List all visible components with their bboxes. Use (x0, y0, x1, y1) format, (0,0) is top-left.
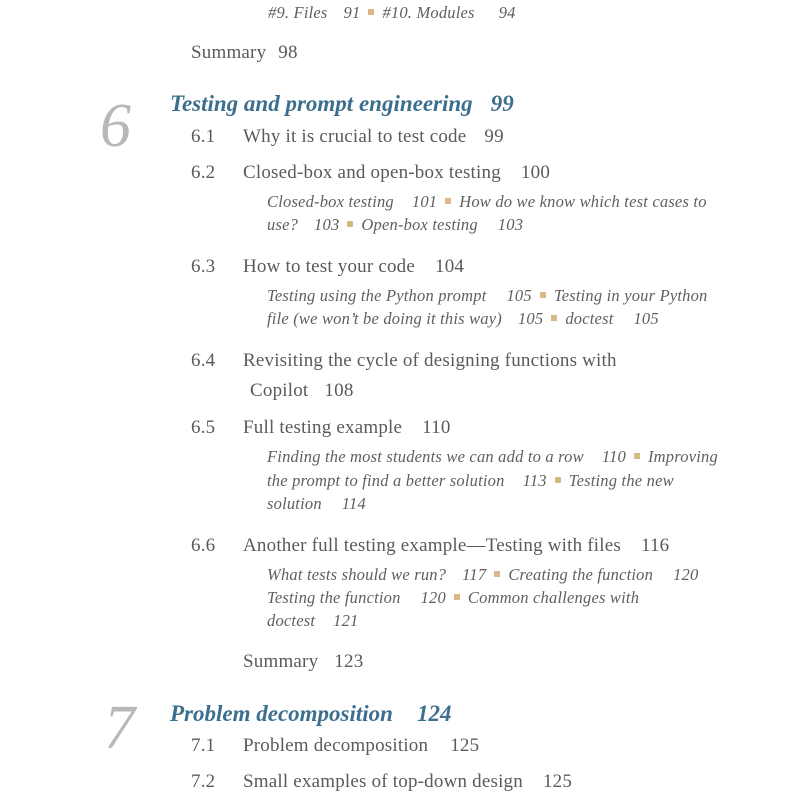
bullet-square-icon (368, 9, 374, 15)
section-title: Closed-box and open-box testing (243, 162, 501, 183)
section-title: Small examples of top-down design (243, 771, 523, 792)
toc-section-continuation[interactable] (250, 380, 354, 402)
toc-subentry-page: 117 (462, 565, 487, 584)
toc-subentry-line (267, 286, 708, 306)
toc-subentry-page: 114 (341, 494, 366, 513)
toc-subentry-title[interactable]: Common challenges with (467, 588, 640, 607)
bullet-square-icon (540, 292, 546, 298)
chapter-number: 7 (104, 694, 135, 762)
toc-subentry-page: 110 (601, 447, 626, 466)
toc-section-entry[interactable] (191, 535, 669, 557)
bullet-square-icon (445, 198, 451, 204)
bullet-square-icon (454, 594, 460, 600)
toc-subentry-page: 101 (411, 192, 438, 211)
toc-summary-entry[interactable] (243, 651, 363, 673)
toc-subentry-line (267, 215, 523, 235)
toc-subentry-line (267, 588, 639, 608)
toc-subentry-title[interactable]: Creating the function (508, 565, 654, 584)
toc-subentry-page: 120 (420, 588, 446, 607)
chapter-title[interactable] (170, 91, 514, 117)
toc-subentry-line (267, 192, 707, 212)
section-page: 110 (422, 417, 451, 438)
toc-subentry-title[interactable]: Testing the new (568, 471, 674, 490)
toc-subentry-continuation[interactable]: solution (267, 494, 322, 513)
toc-subentry-page: 121 (333, 611, 359, 630)
toc-subentry-title[interactable]: Testing in your Python (553, 286, 708, 305)
chapter-title[interactable] (170, 701, 451, 727)
section-number: 7.2 (191, 771, 216, 792)
section-number: 7.1 (191, 735, 216, 756)
toc-subentry-line (267, 471, 674, 491)
toc-subentry-line (267, 611, 359, 631)
toc-subentry-page: 103 (497, 215, 524, 234)
toc-section-entry[interactable] (191, 126, 504, 148)
toc-summary-label: Summary (191, 42, 267, 63)
bullet-square-icon (347, 221, 353, 227)
section-title: Full testing example (243, 417, 403, 438)
toc-subentry-title: #10. Modules (382, 3, 475, 22)
toc-subentry-title[interactable]: Testing the function (267, 588, 401, 607)
toc-subentry-title: #9. Files (268, 3, 328, 22)
bullet-square-icon (494, 571, 500, 577)
toc-section-entry[interactable] (191, 350, 617, 372)
section-title: Another full testing example—Testing with files (243, 535, 621, 556)
section-number: 6.3 (191, 256, 216, 277)
toc-subentry-continuation[interactable]: use? (267, 215, 299, 234)
toc-subentry-page: 91 (343, 3, 361, 22)
chapter-page: 124 (416, 701, 452, 726)
toc-subentry-title[interactable]: Open-box testing (361, 215, 478, 234)
section-number: 6.2 (191, 162, 216, 183)
toc-subentry-line (267, 565, 698, 585)
section-title: Why it is crucial to test code (243, 126, 467, 147)
section-title: How to test your code (243, 256, 415, 277)
section-page: 108 (324, 380, 354, 401)
toc-summary-entry[interactable] (191, 42, 298, 64)
toc-subentry-page: 105 (517, 309, 544, 328)
toc-section-entry[interactable] (191, 162, 550, 184)
toc-subentry-line (267, 447, 718, 467)
section-number: 6.6 (191, 535, 216, 556)
section-page: 125 (542, 771, 573, 792)
chapter-title-text: Problem decomposition (170, 701, 393, 726)
toc-subentry-line (267, 494, 366, 514)
toc-subentry-title[interactable]: Testing using the Python prompt (267, 286, 487, 305)
section-number: 6.1 (191, 126, 216, 147)
section-page: 104 (435, 256, 465, 277)
toc-summary-label: Summary (243, 651, 319, 672)
toc-subentry-title[interactable]: Improving (647, 447, 718, 466)
toc-subentry-title[interactable]: doctest (565, 309, 614, 328)
toc-section-entry[interactable] (191, 735, 479, 757)
section-title-continuation: Copilot (250, 380, 309, 401)
chapter-number: 6 (100, 92, 131, 160)
toc-subentry-line (267, 309, 659, 329)
toc-subentry-page: 103 (314, 215, 340, 234)
section-title: Problem decomposition (243, 735, 429, 756)
chapter-title-text: Testing and prompt engineering (170, 91, 473, 116)
chapter-page: 99 (490, 91, 514, 116)
section-page: 99 (484, 126, 504, 147)
toc-subentry-line (268, 3, 516, 23)
toc-entry-page: 98 (278, 42, 298, 63)
toc-section-entry[interactable] (191, 256, 464, 278)
toc-subentry-page: 94 (498, 3, 516, 22)
bullet-square-icon (634, 453, 640, 459)
toc-subentry-title[interactable]: Closed-box testing (267, 192, 394, 211)
toc-subentry-title[interactable]: How do we know which test cases to (459, 192, 707, 211)
toc-section-entry[interactable] (191, 417, 451, 439)
toc-subentry-page: 105 (633, 309, 659, 328)
toc-section-entry[interactable] (191, 771, 572, 793)
section-number: 6.4 (191, 350, 216, 371)
toc-subentry-continuation[interactable]: doctest (267, 611, 316, 630)
section-page: 116 (640, 535, 670, 556)
toc-subentry-continuation[interactable]: file (we won’t be doing it this way) (267, 309, 502, 328)
section-title: Revisiting the cycle of designing functions with (243, 350, 617, 371)
toc-subentry-page: 120 (673, 565, 699, 584)
section-number: 6.5 (191, 417, 216, 438)
bullet-square-icon (555, 477, 561, 483)
toc-subentry-continuation[interactable]: the prompt to find a better solution (267, 471, 505, 490)
toc-entry-page: 123 (334, 651, 364, 672)
toc-subentry-title[interactable]: What tests should we run? (267, 565, 447, 584)
toc-subentry-title[interactable]: Finding the most students we can add to a row (267, 447, 584, 466)
section-page: 100 (520, 162, 551, 183)
section-page: 125 (450, 735, 480, 756)
toc-subentry-page: 113 (522, 471, 547, 490)
toc-subentry-page: 105 (506, 286, 532, 305)
bullet-square-icon (551, 315, 557, 321)
